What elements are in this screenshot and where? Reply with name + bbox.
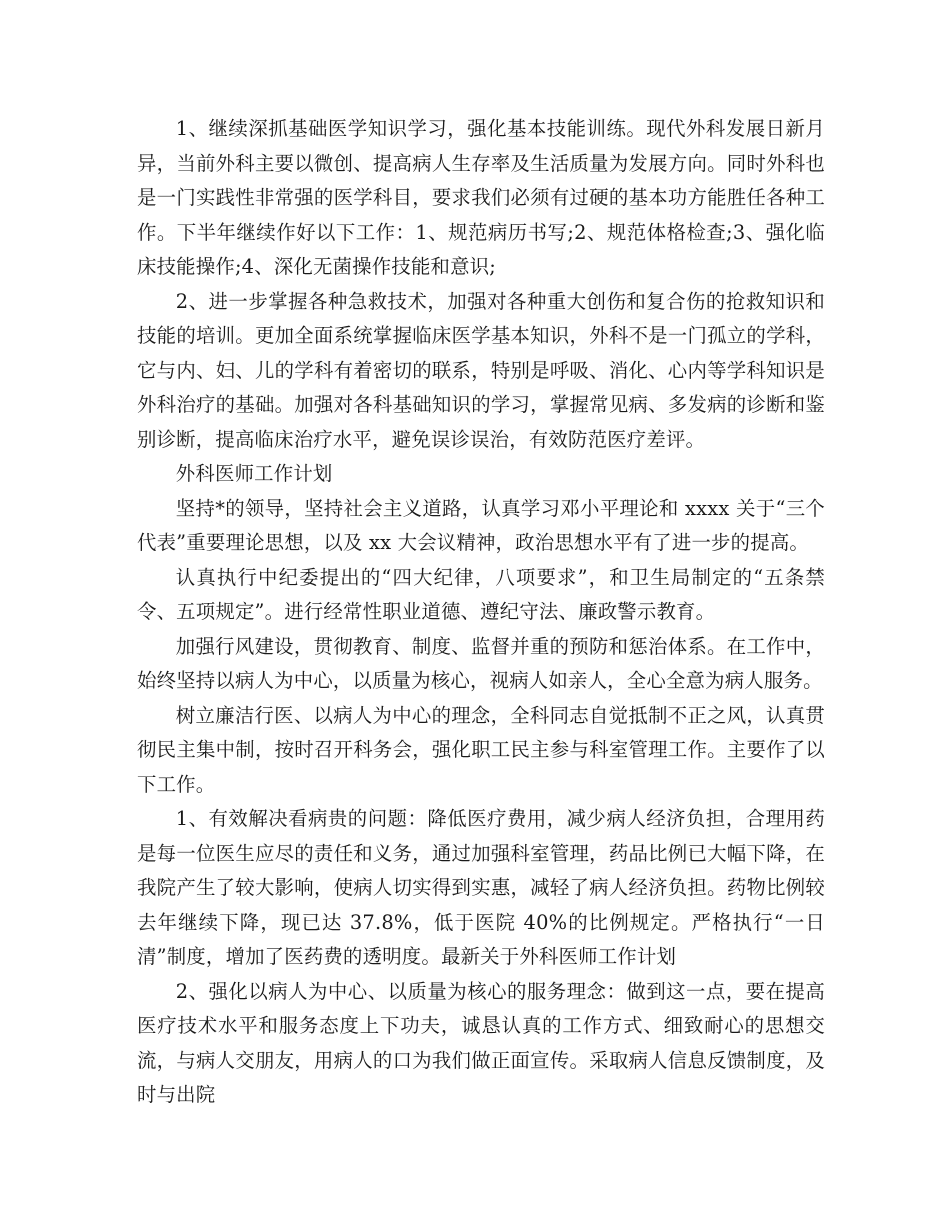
paragraph-6: 加强行风建设，贯彻教育、制度、监督并重的预防和惩治体系。在工作中，始终坚持以病人为中心，以质量为核心，视病人如亲人，全心全意为病人服务。 (137, 634, 825, 692)
section-heading: 外科医师工作计划 (175, 462, 333, 485)
paragraph-1: 1、继续深抓基础医学知识学习，强化基本技能训练。现代外科发展日新月异，当前外科主要以微创、提高病人生存率及生活质量为发展方向。同时外科也是一门实践性非常强的医学科目，要求我们必须有过硬的基本功方能胜任各种工作。下半年继续作好以下工作：1、规范病历书写;2、规范体格检查;3、强化临床技能操作;4、深化无菌操作技能和意识; (137, 117, 825, 278)
paragraph-2: 2、进一步掌握各种急救技术，加强对各种重大创伤和复合伤的抢救知识和技能的培训。更加全面系统掌握临床医学基本知识，外科不是一门孤立的学科，它与内、妇、儿的学科有着密切的联系，特别是呼吸、消化、心内等学科知识是外科治疗的基础。加强对各科基础知识的学习，掌握常见病、多发病的诊断和鉴别诊断，提高临床治疗水平，避免误诊误治，有效防范医疗差评。 (137, 289, 825, 451)
paragraph-4: 坚持*的领导，坚持社会主义道路，认真学习邓小平理论和 xxxx 关于“三个代表”重要理论思想，以及 xx 大会议精神，政治思想水平有了进一步的提高。 (137, 496, 825, 554)
paragraph-5: 认真执行中纪委提出的“四大纪律，八项要求”，和卫生局制定的“五条禁令、五项规定”。进行经常性职业道德、遵纪守法、廉政警示教育。 (137, 565, 825, 623)
paragraph-7: 树立廉洁行医、以病人为中心的理念，全科同志自觉抵制不正之风，认真贯彻民主集中制，按时召开科务会，强化职工民主参与科室管理工作。主要作了以下工作。 (137, 703, 825, 796)
paragraph-9: 2、强化以病人为中心、以质量为核心的服务理念：做到这一点，要在提高医疗技术水平和服务态度上下功夫，诚恳认真的工作方式、细致耐心的思想交流，与病人交朋友，用病人的口为我们做正面宣传。采取病人信息反馈制度，及时与出院 (137, 979, 825, 1106)
paragraph-8: 1、有效解决看病贵的问题：降低医疗费用，减少病人经济负担，合理用药是每一位医生应尽的责任和义务，通过加强科室管理，药品比例已大幅下降，在我院产生了较大影响，使病人切实得到实惠，减轻了病人经济负担。药物比例较去年继续下降，现已达 37.8%，低于医院 40%的比例规定。严格执行“一日清”制度，增加了医药费的透明度。最新关于外科医师工作计划 (137, 807, 825, 968)
document-body (137, 112, 825, 1113)
